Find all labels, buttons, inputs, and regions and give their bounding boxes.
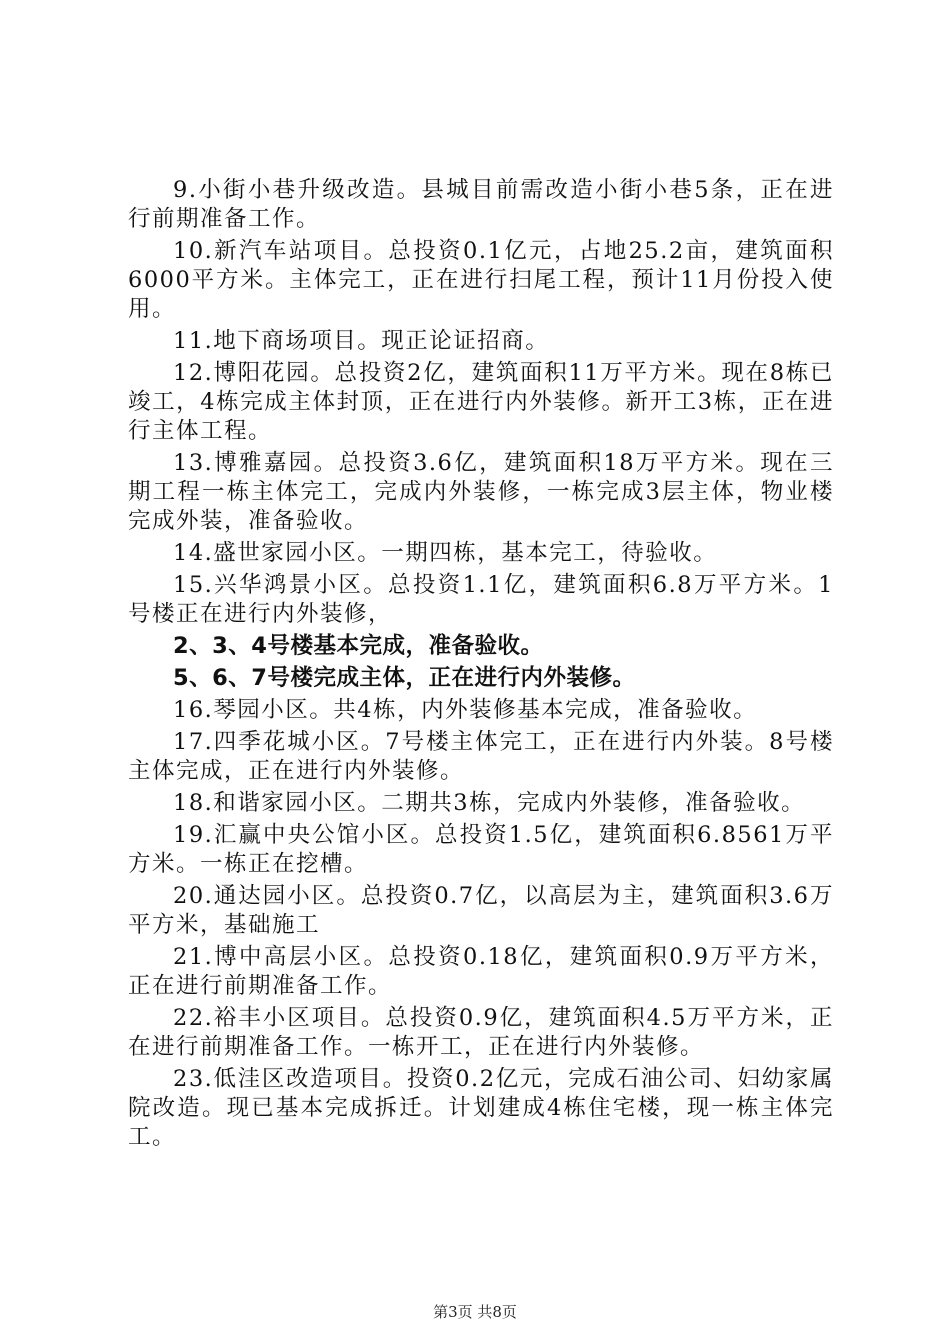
paragraph-item-17: 17.四季花城小区。7号楼主体完工，正在进行内外装。8号楼主体完成，正在进行内外装修。 (128, 729, 834, 784)
paragraph-item-15: 15.兴华鸿景小区。总投资1.1亿，建筑面积6.8万平方米。1号楼正在进行内外装修， (128, 572, 834, 627)
paragraph-item-21: 21.博中高层小区。总投资0.18亿，建筑面积0.9万平方米，正在进行前期准备工作。 (128, 944, 834, 999)
paragraph-item-12: 12.博阳花园。总投资2亿，建筑面积11万平方米。现在8栋已竣工，4栋完成主体封顶，正在进行内外装修。新开工3栋，正在进行主体工程。 (128, 360, 834, 444)
paragraph-item-22: 22.裕丰小区项目。总投资0.9亿，建筑面积4.5万平方米，正在进行前期准备工作。一栋开工，正在进行内外装修。 (128, 1005, 834, 1060)
paragraph-item-23: 23.低洼区改造项目。投资0.2亿元，完成石油公司、妇幼家属院改造。现已基本完成拆迁。计划建成4栋住宅楼，现一栋主体完工。 (128, 1066, 834, 1150)
paragraph-bold-buildings-2-3-4: 2、3、4号楼基本完成，准备验收。 (173, 633, 544, 659)
document-body (128, 176, 834, 1155)
paragraph-bold-buildings-5-6-7: 5、6、7号楼完成主体，正在进行内外装修。 (173, 665, 636, 691)
paragraph-item-16: 16.琴园小区。共4栋，内外装修基本完成，准备验收。 (173, 697, 758, 723)
paragraph-item-14: 14.盛世家园小区。一期四栋，基本完工，待验收。 (173, 540, 718, 566)
paragraph-item-11: 11.地下商场项目。现正论证招商。 (173, 328, 550, 354)
paragraph-item-20: 20.通达园小区。总投资0.7亿，以高层为主，建筑面积3.6万平方米，基础施工 (128, 883, 834, 938)
paragraph-item-13: 13.博雅嘉园。总投资3.6亿，建筑面积18万平方米。现在三期工程一栋主体完工，完成内外装修，一栋完成3层主体，物业楼完成外装，准备验收。 (128, 450, 834, 534)
paragraph-item-9: 9.小街小巷升级改造。县城目前需改造小街小巷5条，正在进行前期准备工作。 (128, 177, 834, 232)
paragraph-item-10: 10.新汽车站项目。总投资0.1亿元，占地25.2亩，建筑面积6000平方米。主体完工，正在进行扫尾工程，预计11月份投入使用。 (128, 238, 834, 322)
paragraph-item-18: 18.和谐家园小区。二期共3栋，完成内外装修，准备验收。 (173, 790, 806, 816)
paragraph-item-19: 19.汇赢中央公馆小区。总投资1.5亿，建筑面积6.8561万平方米。一栋正在挖槽。 (128, 822, 834, 877)
page-footer-number: 第3页 共8页 (433, 1303, 517, 1321)
